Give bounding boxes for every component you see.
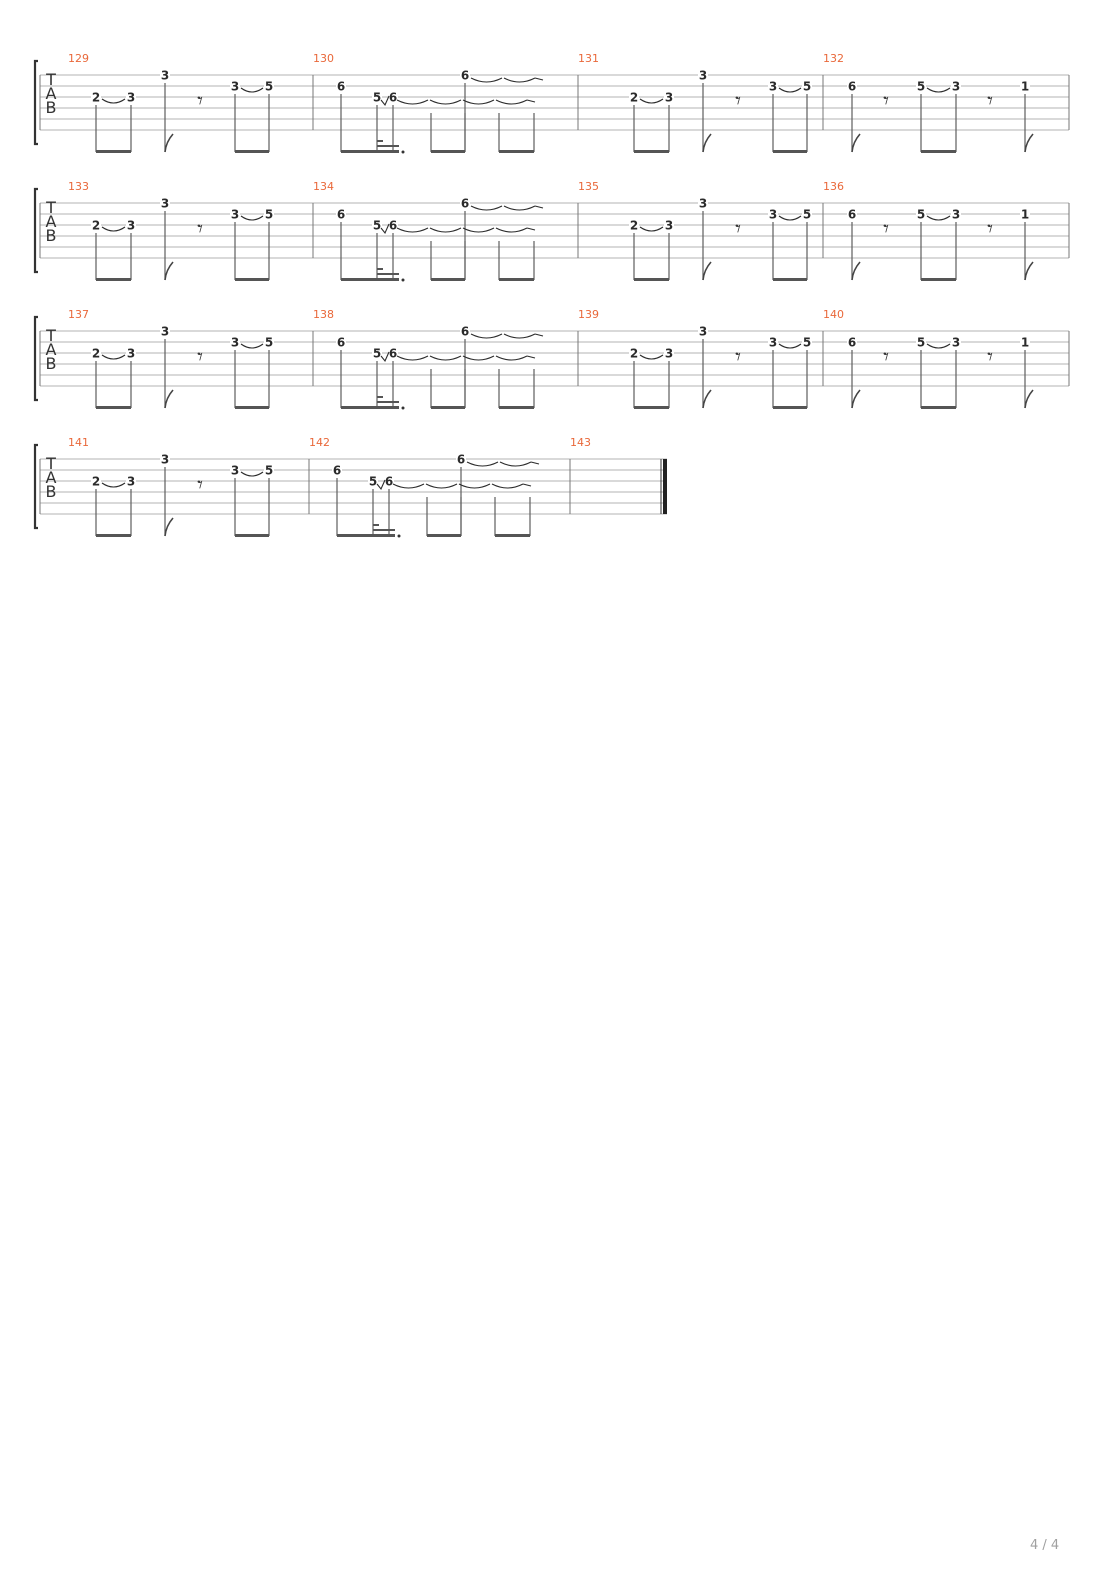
system-bracket (35, 61, 38, 144)
eighth-rest: 𝄾 (197, 473, 203, 498)
fret-number: 5 (802, 79, 812, 94)
slur-arc (430, 228, 461, 232)
measure-notes (336, 68, 543, 154)
fret-number: 3 (951, 79, 961, 94)
fret-number: 3 (768, 207, 778, 222)
measure-number: 132 (823, 52, 844, 65)
beam-secondary (377, 273, 399, 275)
dot (398, 535, 401, 538)
beam (96, 534, 131, 537)
tab-system (35, 52, 1069, 154)
eighth-rest: 𝄾 (987, 89, 993, 114)
beam (235, 534, 269, 537)
tab-clef-letter: T (46, 454, 56, 473)
measure-number: 142 (309, 436, 330, 449)
fret-number: 6 (460, 68, 470, 83)
fret-number: 3 (951, 335, 961, 350)
slur-arc (927, 344, 950, 348)
fret-number: 5 (264, 207, 274, 222)
fret-number: 3 (664, 346, 674, 361)
note-flag (703, 134, 711, 152)
beam (495, 534, 530, 537)
beam (499, 150, 534, 153)
fret-number: 6 (847, 79, 857, 94)
beam (634, 150, 669, 153)
slur-arc (927, 216, 950, 220)
fret-number: 3 (160, 68, 170, 83)
fret-number: 6 (460, 196, 470, 211)
fret-number: 6 (388, 218, 398, 233)
beam (431, 150, 465, 153)
beam (431, 406, 465, 409)
beam (96, 278, 131, 281)
slur-arc (459, 484, 490, 488)
beam (235, 278, 269, 281)
measure-number: 139 (578, 308, 599, 321)
note-flag (852, 390, 860, 408)
tie-continue (531, 462, 539, 464)
fret-number: 2 (91, 474, 101, 489)
measure-number: 130 (313, 52, 334, 65)
slur-arc (397, 100, 428, 104)
tab-clef-letter: A (45, 340, 57, 359)
slur-arc (504, 78, 535, 82)
tab-system (35, 180, 1069, 282)
measure-notes (336, 324, 543, 410)
tab-clef-letter: T (46, 198, 56, 217)
fret-number: 2 (91, 90, 101, 105)
system-bracket (35, 445, 38, 528)
beam (431, 278, 465, 281)
fret-number: 6 (332, 463, 342, 478)
fret-number: 2 (629, 346, 639, 361)
eighth-rest: 𝄾 (987, 345, 993, 370)
slur-arc (471, 78, 502, 82)
slur-arc (504, 334, 535, 338)
slur-arc (430, 356, 461, 360)
beam (921, 406, 956, 409)
tab-clef-letter: B (45, 482, 57, 501)
beam (341, 406, 399, 409)
tie-continue (535, 78, 543, 80)
fret-number: 3 (230, 79, 240, 94)
fret-number: 3 (698, 196, 708, 211)
slur-arc (779, 344, 801, 348)
eighth-rest: 𝄾 (735, 217, 741, 242)
fret-number: 3 (230, 207, 240, 222)
tie-continue (527, 100, 535, 102)
slur-arc (779, 88, 801, 92)
measure-notes (336, 196, 543, 282)
tie-continue (535, 206, 543, 208)
measure-notes (332, 452, 539, 538)
slur-arc (397, 228, 428, 232)
system-bracket (35, 317, 38, 400)
fret-number: 3 (126, 90, 136, 105)
note-flag (165, 134, 173, 152)
measure-number: 135 (578, 180, 599, 193)
measure-number: 136 (823, 180, 844, 193)
slur-arc (426, 484, 457, 488)
slur-arc (463, 356, 494, 360)
beam (921, 150, 956, 153)
beam-tertiary (377, 268, 383, 270)
fret-number: 3 (160, 324, 170, 339)
beam-tertiary (377, 140, 383, 142)
measure-number: 140 (823, 308, 844, 321)
fret-number: 3 (768, 335, 778, 350)
beam-tertiary (373, 524, 379, 526)
fret-number: 6 (336, 79, 346, 94)
tab-clef-letter: B (45, 226, 57, 245)
beam (921, 278, 956, 281)
measure-number: 131 (578, 52, 599, 65)
fret-number: 5 (264, 463, 274, 478)
beam (341, 278, 399, 281)
fret-number: 3 (126, 474, 136, 489)
measure-notes (847, 79, 1033, 153)
measure-notes (91, 196, 274, 281)
fret-number: 1 (1020, 79, 1030, 94)
fret-number: 5 (368, 474, 378, 489)
beam (341, 150, 399, 153)
fret-number: 3 (664, 90, 674, 105)
note-flag (703, 262, 711, 280)
tie-continue (535, 334, 543, 336)
tie-continue (527, 356, 535, 358)
eighth-rest: 𝄾 (883, 345, 889, 370)
measure-number: 143 (570, 436, 591, 449)
measure-notes (847, 335, 1033, 409)
fret-number: 3 (160, 196, 170, 211)
beam (634, 278, 669, 281)
measure-number: 141 (68, 436, 89, 449)
fret-number: 6 (384, 474, 394, 489)
beam-secondary (373, 529, 395, 531)
eighth-rest: 𝄾 (987, 217, 993, 242)
tab-clef-letter: T (46, 326, 56, 345)
beam-tertiary (377, 396, 383, 398)
beam (96, 150, 131, 153)
fret-number: 5 (372, 218, 382, 233)
fret-number: 6 (847, 335, 857, 350)
slur-arc (640, 355, 663, 359)
eighth-rest: 𝄾 (197, 89, 203, 114)
measure-number: 138 (313, 308, 334, 321)
note-flag (1025, 262, 1033, 280)
tab-clef-letter: B (45, 98, 57, 117)
slur-arc (102, 483, 125, 487)
fret-number: 2 (629, 218, 639, 233)
fret-number: 3 (230, 463, 240, 478)
tab-clef-letter: A (45, 212, 57, 231)
fret-number: 5 (802, 335, 812, 350)
beam (337, 534, 395, 537)
tab-system (35, 308, 1069, 410)
final-barline-thick (663, 459, 667, 514)
fret-number: 2 (91, 218, 101, 233)
fret-number: 5 (916, 207, 926, 222)
slur-arc (496, 100, 527, 104)
fret-number: 2 (91, 346, 101, 361)
measure-number: 137 (68, 308, 89, 321)
fret-number: 6 (336, 207, 346, 222)
slur-arc (496, 228, 527, 232)
measure-number: 133 (68, 180, 89, 193)
slur-arc (640, 227, 663, 231)
fret-number: 6 (847, 207, 857, 222)
measure-notes (91, 324, 274, 409)
dot (402, 151, 405, 154)
tie-continue (523, 484, 531, 486)
beam-secondary (377, 401, 399, 403)
eighth-rest: 𝄾 (197, 217, 203, 242)
slur-arc (640, 99, 663, 103)
fret-number: 5 (372, 346, 382, 361)
note-flag (703, 390, 711, 408)
slur-arc (467, 462, 498, 466)
fret-number: 6 (456, 452, 466, 467)
fret-number: 5 (372, 90, 382, 105)
note-flag (1025, 134, 1033, 152)
measure-notes (91, 68, 274, 153)
fret-number: 3 (951, 207, 961, 222)
slur-arc (102, 355, 125, 359)
slur-arc (927, 88, 950, 92)
fret-number: 5 (264, 335, 274, 350)
fret-number: 5 (916, 335, 926, 350)
eighth-rest: 𝄾 (735, 345, 741, 370)
slur-arc (102, 99, 125, 103)
system-bracket (35, 189, 38, 272)
fret-number: 3 (230, 335, 240, 350)
beam (499, 278, 534, 281)
slur-arc (393, 484, 424, 488)
tab-system (35, 436, 667, 538)
beam (634, 406, 669, 409)
fret-number: 1 (1020, 335, 1030, 350)
slur-arc (102, 227, 125, 231)
slur-arc (471, 206, 502, 210)
beam (773, 278, 807, 281)
measure-notes (629, 68, 812, 153)
fret-number: 6 (460, 324, 470, 339)
slur-arc (463, 228, 494, 232)
fret-number: 5 (916, 79, 926, 94)
beam (235, 406, 269, 409)
slur-arc (241, 472, 263, 476)
note-flag (852, 262, 860, 280)
slur-arc (496, 356, 527, 360)
fret-number: 3 (160, 452, 170, 467)
slur-arc (779, 216, 801, 220)
fret-number: 3 (126, 346, 136, 361)
note-flag (852, 134, 860, 152)
fret-number: 1 (1020, 207, 1030, 222)
eighth-rest: 𝄾 (197, 345, 203, 370)
beam (427, 534, 461, 537)
measure-number: 129 (68, 52, 89, 65)
slur-arc (504, 206, 535, 210)
slur-arc (430, 100, 461, 104)
slur-arc (492, 484, 523, 488)
eighth-rest: 𝄾 (883, 89, 889, 114)
fret-number: 5 (264, 79, 274, 94)
fret-number: 5 (802, 207, 812, 222)
fret-number: 6 (388, 346, 398, 361)
slur-arc (397, 356, 428, 360)
beam (235, 150, 269, 153)
beam (96, 406, 131, 409)
beam (773, 150, 807, 153)
fret-number: 6 (336, 335, 346, 350)
measure-notes (629, 196, 812, 281)
measure-notes (847, 207, 1033, 281)
measure-notes (91, 452, 274, 537)
measure-notes (629, 324, 812, 409)
dot (402, 279, 405, 282)
tab-clef-letter: B (45, 354, 57, 373)
fret-number: 3 (126, 218, 136, 233)
slur-arc (241, 88, 263, 92)
note-flag (165, 262, 173, 280)
slur-arc (463, 100, 494, 104)
fret-number: 3 (664, 218, 674, 233)
tab-clef-letter: A (45, 84, 57, 103)
fret-number: 3 (698, 68, 708, 83)
slur-arc (241, 216, 263, 220)
fret-number: 6 (388, 90, 398, 105)
tab-clef-letter: A (45, 468, 57, 487)
tie-continue (527, 228, 535, 230)
fret-number: 2 (629, 90, 639, 105)
eighth-rest: 𝄾 (883, 217, 889, 242)
beam (773, 406, 807, 409)
note-flag (165, 390, 173, 408)
tab-clef-letter: T (46, 70, 56, 89)
note-flag (165, 518, 173, 536)
page-number: 4 / 4 (1030, 1538, 1060, 1553)
beam (499, 406, 534, 409)
measure-number: 134 (313, 180, 334, 193)
beam-secondary (377, 145, 399, 147)
fret-number: 3 (698, 324, 708, 339)
note-flag (1025, 390, 1033, 408)
slur-arc (471, 334, 502, 338)
slur-arc (500, 462, 531, 466)
dot (402, 407, 405, 410)
eighth-rest: 𝄾 (735, 89, 741, 114)
slur-arc (241, 344, 263, 348)
fret-number: 3 (768, 79, 778, 94)
